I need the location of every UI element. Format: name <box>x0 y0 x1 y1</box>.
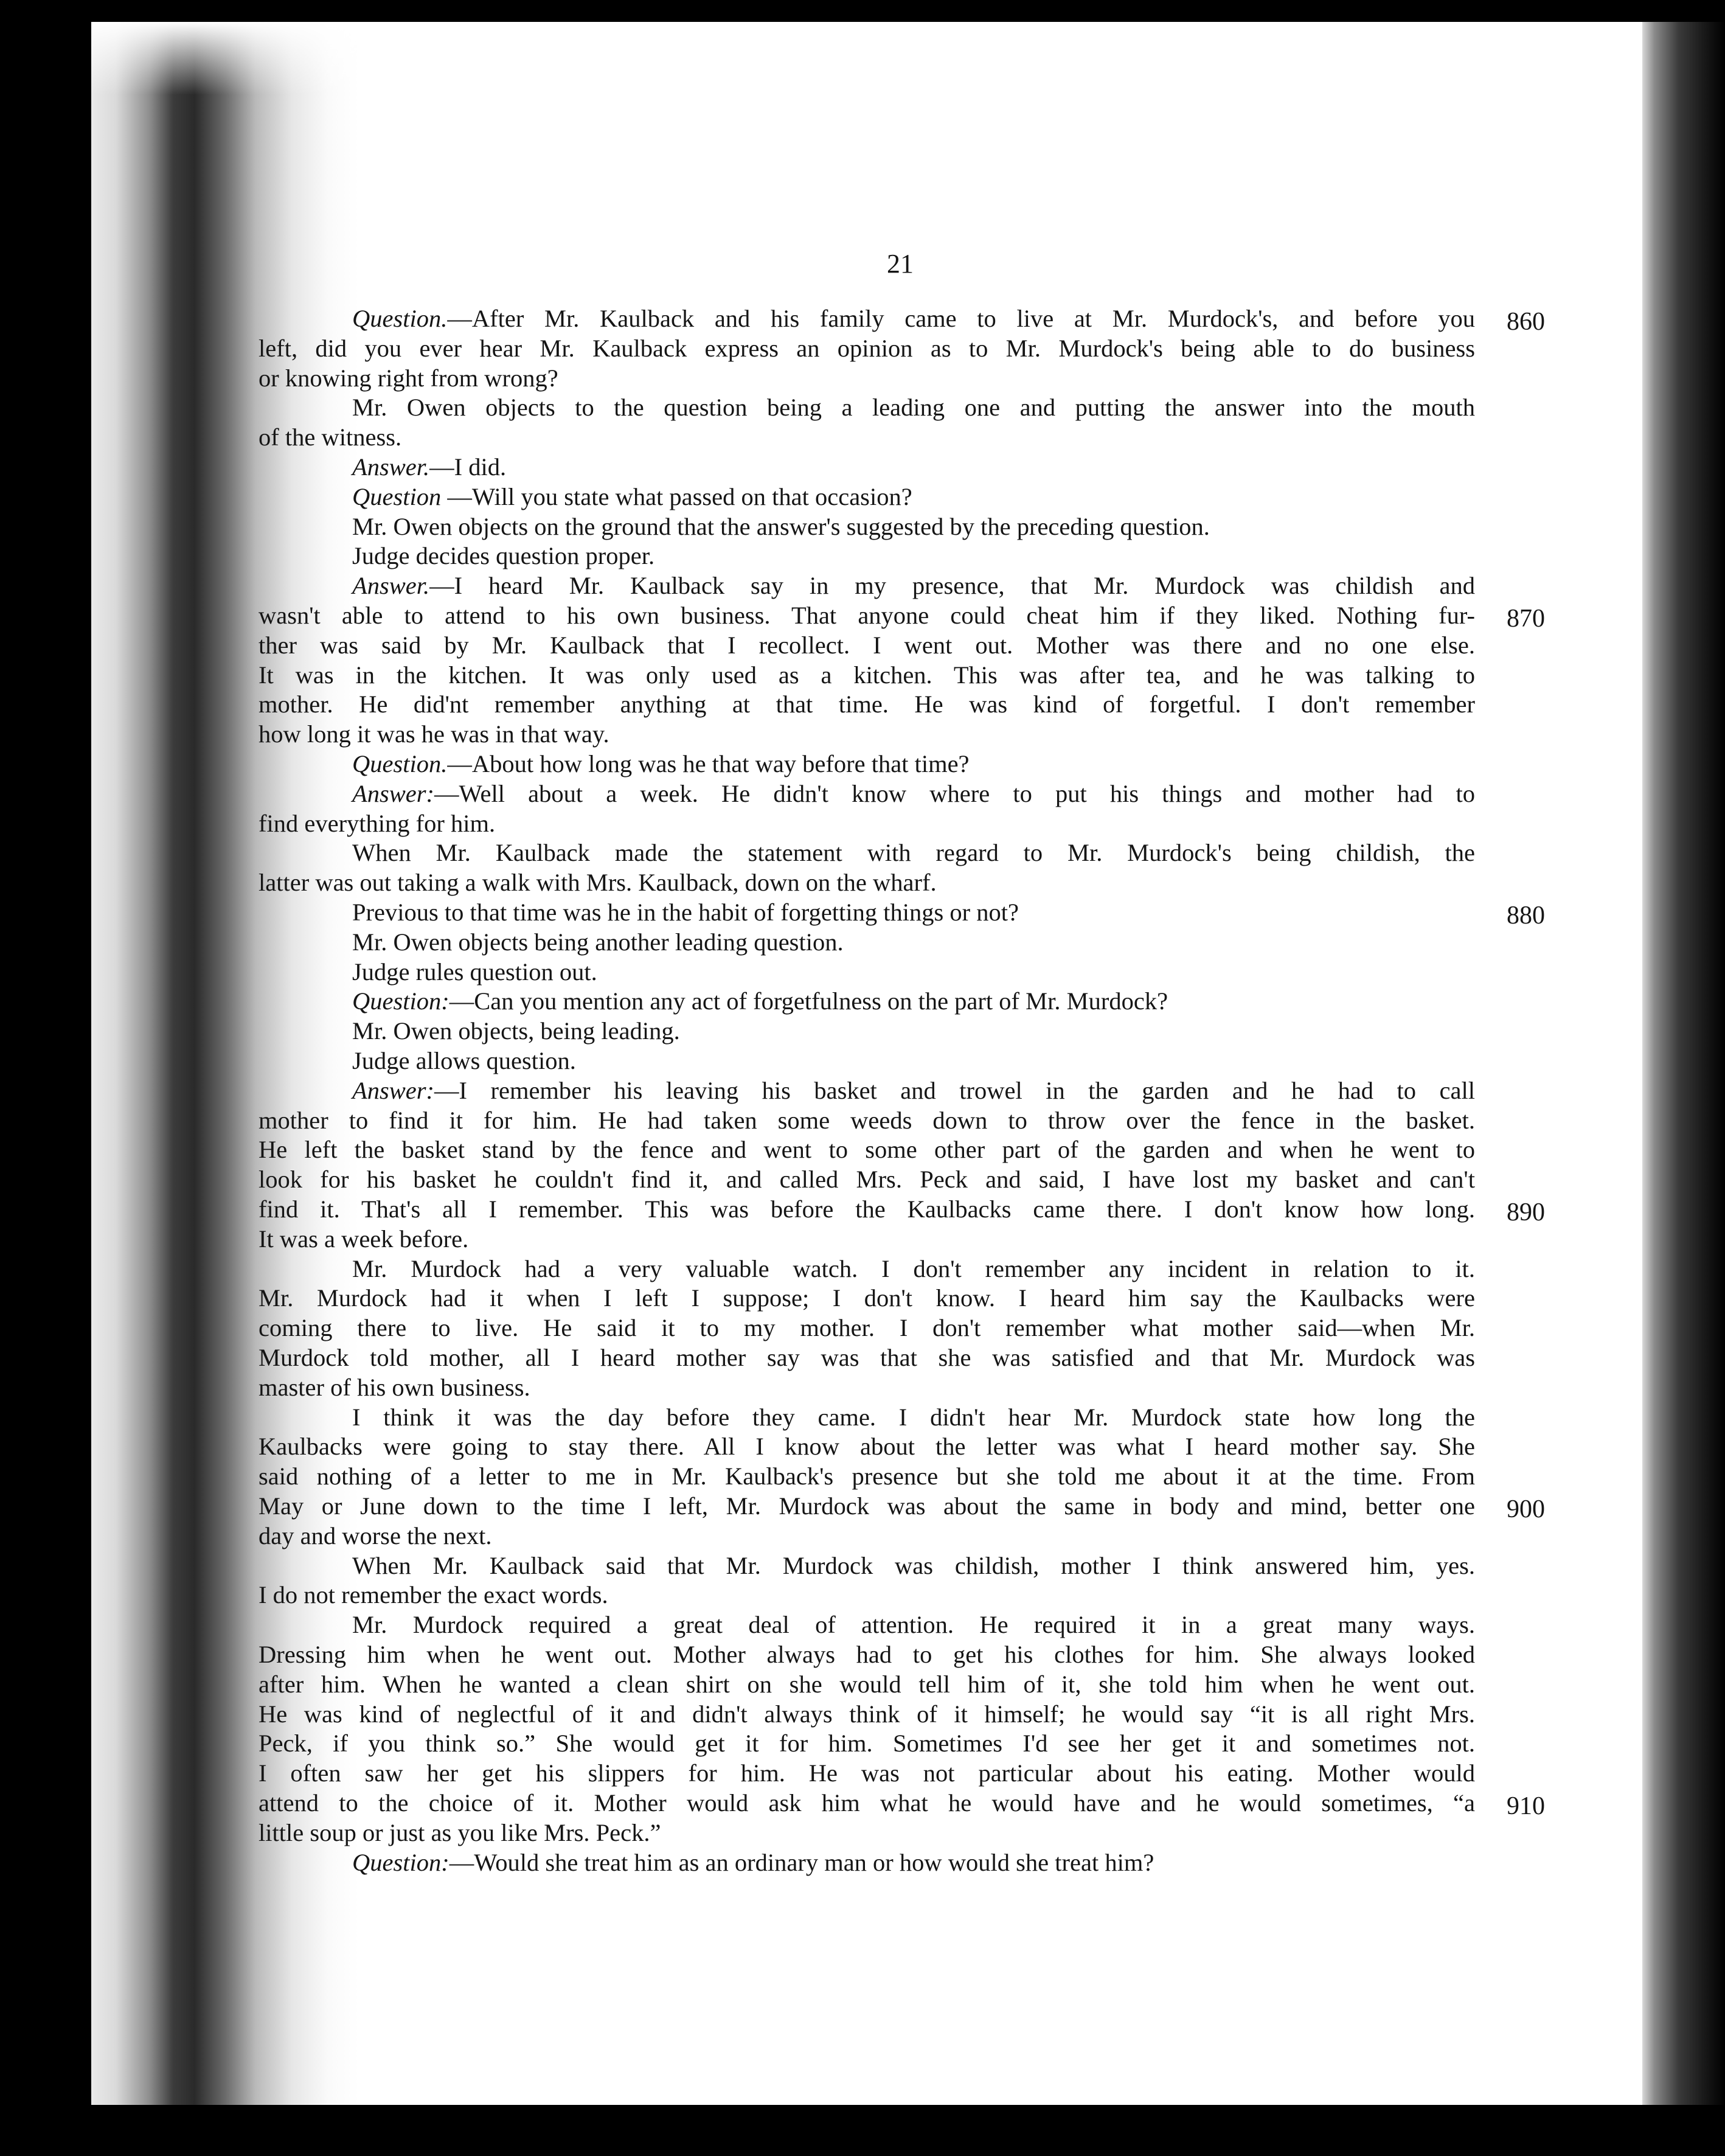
line-text: —About how long was he that way before that time? <box>447 750 970 777</box>
line-text: how long it was he was in that way. <box>259 720 609 748</box>
line-text: left, did you ever hear Mr. Kaulback express an opinion as to Mr. Murdock's being able to do business <box>259 334 1475 362</box>
text-line <box>259 1313 1475 1343</box>
margin-line-number: 890 <box>1507 1198 1545 1226</box>
margin-line-number: 900 <box>1507 1495 1545 1523</box>
line-text: I think it was the day before they came. I didn't hear Mr. Murdock state how long the <box>352 1403 1475 1431</box>
line-text: —Would she treat him as an ordinary man or how would she treat him? <box>449 1848 1154 1876</box>
text-line <box>259 1135 1475 1165</box>
text-line <box>259 571 1475 601</box>
line-text: —I did. <box>429 453 507 481</box>
line-text: day and worse the next. <box>259 1521 492 1549</box>
text-line <box>259 1580 1475 1610</box>
line-text: Mr. Owen objects to the question being a leading one and putting the answer into the mouth <box>352 394 1475 422</box>
text-line <box>259 601 1475 631</box>
line-text: Previous to that time was he in the habit of forgetting things or not? <box>352 899 1019 926</box>
line-text: coming there to live. He said it to my mother. I don't remember what mother said—when Mr. <box>259 1314 1475 1342</box>
speaker-label: Question. <box>352 750 448 777</box>
text-line <box>259 1700 1475 1730</box>
text-line <box>259 1818 1475 1848</box>
line-text: Mr. Owen objects on the ground that the answer's suggested by the preceding question. <box>352 512 1210 540</box>
text-line <box>259 1046 1475 1076</box>
page-edge-right <box>1642 22 1725 2156</box>
line-text: after him. When he wanted a clean shirt on she would tell him of it, she told him when he went out. <box>259 1670 1475 1698</box>
line-text: Mr. Murdock required a great deal of attention. He required it in a great many ways. <box>352 1611 1475 1639</box>
binding-shadow-fade <box>91 22 359 95</box>
line-text: I do not remember the exact words. <box>259 1581 608 1609</box>
line-text: find everything for him. <box>259 809 496 837</box>
text-line <box>259 1373 1475 1403</box>
text-line <box>259 304 1475 334</box>
text-line <box>259 868 1475 898</box>
text-line <box>259 364 1475 394</box>
text-line <box>259 779 1475 809</box>
line-text: find it. That's all I remember. This was before the Kaulbacks came there. I don't know how long. <box>259 1195 1475 1223</box>
text-line <box>259 631 1475 661</box>
line-text: He left the basket stand by the fence and went to some other part of the garden and when he went to <box>259 1136 1475 1164</box>
text-line <box>259 423 1475 453</box>
text-line <box>259 1492 1475 1521</box>
text-line <box>259 1551 1475 1581</box>
speaker-label: Question. <box>352 305 448 332</box>
text-line <box>259 1343 1475 1373</box>
text-line <box>259 334 1475 364</box>
text-line <box>259 1403 1475 1433</box>
text-line <box>259 453 1475 482</box>
text-line <box>259 1759 1475 1789</box>
text-line <box>259 1432 1475 1462</box>
line-text: When Mr. Kaulback made the statement with regard to Mr. Murdock's being childish, the <box>352 839 1475 867</box>
line-text: Peck, if you think so.” She would get it for him. Sometimes I'd see her get it and sometimes not. <box>259 1730 1475 1758</box>
text-line <box>259 749 1475 779</box>
text-line <box>259 987 1475 1017</box>
speaker-label: Question <box>352 482 442 510</box>
line-text: Judge allows question. <box>352 1047 576 1074</box>
text-line <box>259 1610 1475 1640</box>
speaker-label: Answer. <box>352 453 430 481</box>
text-line <box>259 690 1475 720</box>
text-line <box>259 512 1475 542</box>
text-line <box>259 1789 1475 1818</box>
line-text: Dressing him when he went out. Mother always had to get his clothes for him. She always looked <box>259 1641 1475 1668</box>
line-text: or knowing right from wrong? <box>259 364 558 392</box>
line-text: mother. He did'nt remember anything at that time. He was kind of forgetful. I don't remember <box>259 690 1475 718</box>
speaker-label: Question: <box>352 987 449 1015</box>
line-text: Judge rules question out. <box>352 958 597 986</box>
text-line <box>259 809 1475 839</box>
line-text: ther was said by Mr. Kaulback that I recollect. I went out. Mother was there and no one else. <box>259 631 1475 659</box>
line-text: Mr. Owen objects being another leading question. <box>352 928 844 956</box>
line-text: said nothing of a letter to me in Mr. Kaulback's presence but she told me about it at the time. From <box>259 1462 1475 1490</box>
text-line <box>259 541 1475 571</box>
line-text: Mr. Owen objects, being leading. <box>352 1017 680 1045</box>
line-text: Judge decides question proper. <box>352 542 655 570</box>
text-line <box>259 393 1475 423</box>
line-text: —Well about a week. He didn't know where to put his things and mother had to <box>434 779 1475 807</box>
line-text: —After Mr. Kaulback and his family came to live at Mr. Murdock's, and before you <box>447 305 1475 332</box>
text-line <box>259 1165 1475 1195</box>
text-line <box>259 1225 1475 1254</box>
line-text: attend to the choice of it. Mother would ask him what he would have and he would sometimes, “a <box>259 1789 1475 1817</box>
line-text: —Can you mention any act of forgetfulness on the part of Mr. Murdock? <box>449 987 1168 1015</box>
text-line <box>259 1462 1475 1492</box>
margin-line-number: 910 <box>1507 1792 1545 1820</box>
text-line <box>259 1848 1475 1878</box>
line-text: Mr. Murdock had a very valuable watch. I don't remember any incident in relation to it. <box>352 1254 1475 1282</box>
speaker-label: Answer: <box>352 779 434 807</box>
text-line <box>259 1076 1475 1106</box>
text-line <box>259 898 1475 928</box>
line-text: mother to find it for him. He had taken some weeds down to throw over the fence in the basket. <box>259 1106 1475 1134</box>
text-line <box>259 1106 1475 1136</box>
line-text: wasn't able to attend to his own business. That anyone could cheat him if they liked. Nothing fur- <box>259 602 1475 629</box>
line-text: —I remember his leaving his basket and trowel in the garden and he had to call <box>434 1076 1475 1104</box>
margin-line-number: 880 <box>1507 902 1545 930</box>
text-line <box>259 838 1475 868</box>
margin-line-number: 860 <box>1507 308 1545 336</box>
line-text: I often saw her get his slippers for him. He was not particular about his eating. Mother would <box>259 1759 1475 1787</box>
line-text: latter was out taking a walk with Mrs. Kaulback, down on the wharf. <box>259 869 937 897</box>
text-line <box>259 1521 1475 1551</box>
text-line <box>259 1670 1475 1700</box>
scan-border-top <box>0 0 1725 22</box>
margin-line-number: 870 <box>1507 605 1545 633</box>
scan-border-bottom <box>0 2105 1725 2156</box>
text-line <box>259 1195 1475 1225</box>
text-line <box>259 1729 1475 1759</box>
line-text: master of his own business. <box>259 1373 530 1401</box>
page-number: 21 <box>887 249 914 279</box>
text-line <box>259 1017 1475 1046</box>
line-text: Murdock told mother, all I heard mother say was that she was satisfied and that Mr. Murdock was <box>259 1344 1475 1371</box>
speaker-label: Answer: <box>352 1076 434 1104</box>
line-text: He was kind of neglectful of it and didn't always think of it himself; he would say “it is all right Mrs. <box>259 1700 1475 1728</box>
line-text: When Mr. Kaulback said that Mr. Murdock was childish, mother I think answered him, yes. <box>352 1551 1475 1579</box>
line-text: May or June down to the time I left, Mr. Murdock was about the same in body and mind, better one <box>259 1492 1475 1520</box>
line-text: look for his basket he couldn't find it, and called Mrs. Peck and said, I have lost my basket and can't <box>259 1166 1475 1194</box>
line-text: Mr. Murdock had it when I left I suppose; I don't know. I heard him say the Kaulbacks were <box>259 1284 1475 1312</box>
line-text: It was in the kitchen. It was only used as a kitchen. This was after tea, and he was talking to <box>259 661 1475 689</box>
text-line <box>259 958 1475 987</box>
line-text: of the witness. <box>259 423 402 451</box>
line-text: It was a week before. <box>259 1225 469 1253</box>
line-text: —Will you state what passed on that occasion? <box>441 482 912 510</box>
text-line <box>259 1254 1475 1284</box>
text-line <box>259 720 1475 749</box>
line-text: Kaulbacks were going to stay there. All I know about the letter was what I heard mother say. She <box>259 1433 1475 1461</box>
speaker-label: Question: <box>352 1848 449 1876</box>
text-line <box>259 661 1475 690</box>
text-line <box>259 482 1475 512</box>
text-line <box>259 928 1475 958</box>
speaker-label: Answer. <box>352 572 430 600</box>
text-line <box>259 1284 1475 1313</box>
text-line <box>259 1640 1475 1670</box>
scan-border-left <box>0 0 91 2156</box>
line-text: —I heard Mr. Kaulback say in my presence, that Mr. Murdock was childish and <box>429 572 1475 600</box>
line-text: little soup or just as you like Mrs. Peck.” <box>259 1818 661 1846</box>
